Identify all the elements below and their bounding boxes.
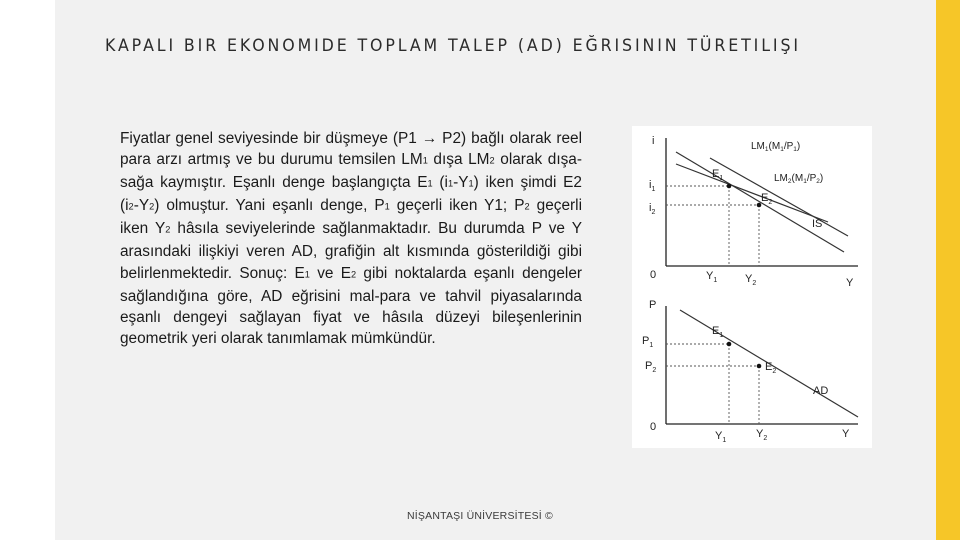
top-y-axis-end-label: Y <box>846 277 854 289</box>
subscript: 1 <box>427 178 433 189</box>
bottom-y-axis-end-label: Y <box>842 428 850 440</box>
e1b-main: E <box>712 325 720 337</box>
i1-main: i <box>649 179 652 191</box>
e1-point-bottom <box>727 342 732 347</box>
lm1-curve <box>676 164 828 222</box>
text-run: olarak dışa-sağa kaymıştır. Eşanlı denge başlangıçta E <box>120 151 582 192</box>
subscript: 1 <box>447 178 454 189</box>
e2b-sub: 2 <box>772 368 777 375</box>
text-run: -Y <box>133 197 150 215</box>
y2-main: Y <box>745 273 753 285</box>
lm2-sub: 2 <box>787 178 792 185</box>
p2-label <box>645 360 656 374</box>
lm1-paren-end: /P <box>783 141 794 152</box>
i2-main: i <box>649 202 652 214</box>
e1-point-top <box>727 184 732 189</box>
text-run: geçerli iken Y <box>120 197 582 238</box>
lm1-close: ) <box>796 141 801 152</box>
ad-label: AD <box>813 385 829 397</box>
footer-copyright: NİŞANTAŞI ÜNİVERSİTESİ © <box>407 510 553 522</box>
subscript: 1 <box>468 178 474 189</box>
text-run: Fiyatlar genel seviyesinde bir düşmeye (P1 <box>120 130 422 147</box>
top-i-axis-label: i <box>652 135 655 147</box>
e1-label-bottom <box>712 325 723 339</box>
e2-point-bottom <box>757 364 762 369</box>
bottom-p-axis-label: P <box>649 299 657 311</box>
p1-sub: 1 <box>649 342 654 349</box>
lm2-paren-end: /P <box>806 173 817 184</box>
e1-main: E <box>712 168 720 180</box>
y2-sub: 2 <box>752 280 757 287</box>
lm1-paren-sub: 1 <box>780 146 784 153</box>
subscript: 2 <box>128 201 134 212</box>
lm2-label <box>774 173 823 185</box>
bottom-origin-label: 0 <box>650 421 657 433</box>
subscript: 2 <box>489 155 495 166</box>
subscript: 2 <box>350 269 357 280</box>
subscript: 1 <box>304 269 310 280</box>
text-run: ) iken şimdi E2 (i <box>120 174 582 215</box>
y2-label-bottom <box>756 428 767 442</box>
y1b-main: Y <box>715 430 723 442</box>
e1-label-top <box>712 168 723 182</box>
e2-main: E <box>761 192 769 204</box>
left-margin-strip <box>0 0 55 540</box>
slide-title: KAPALI BIR EKONOMIDE TOPLAM TALEP (AD) EĞRISININ TÜRETILIŞI <box>105 36 801 56</box>
y2-label-top <box>745 273 756 287</box>
lm1-label <box>751 141 800 153</box>
text-run: (i <box>432 174 448 192</box>
y2b-main: Y <box>756 428 764 440</box>
subscript: 2 <box>149 201 155 212</box>
arrow-symbol: → <box>421 130 438 147</box>
y1-label-top <box>706 270 717 284</box>
lm1-main: LM <box>751 141 765 152</box>
lm2-curve <box>710 158 848 236</box>
subscript: 2 <box>165 224 171 235</box>
p2-main: P <box>645 360 653 372</box>
subscript: 1 <box>422 155 428 166</box>
y1-label-bottom <box>715 430 726 444</box>
e1-sub: 1 <box>719 175 724 182</box>
i1-label <box>649 179 655 193</box>
lm1-p-sub: 1 <box>793 146 797 153</box>
p2-sub: 2 <box>652 367 657 374</box>
y1-main: Y <box>706 270 714 282</box>
e2-label-bottom <box>765 361 776 375</box>
text-run: hâsıla seviyelerinde sağlanmaktadır. Bu durumda P ve Y arasındaki ilişkiyi veren AD, grafiğin alt kısmında gösterildiği gibi belirlenmektedir. Sonuç: E <box>120 220 583 282</box>
lm2-paren-sub: 1 <box>803 178 807 185</box>
is-curve <box>676 152 844 252</box>
is-label: IS <box>812 218 823 230</box>
text-run: geçerli iken Y1; P <box>389 197 525 215</box>
lm2-close: ) <box>819 173 824 184</box>
text-run: ) olmuştur. Yani eşanlı denge, P <box>154 197 385 215</box>
lm2-p-sub: 2 <box>816 178 820 185</box>
top-origin-label: 0 <box>650 269 657 281</box>
body-paragraph <box>120 128 582 350</box>
y1b-sub: 1 <box>722 437 727 444</box>
p1-label <box>642 335 653 349</box>
lm2-paren: (M <box>791 173 804 184</box>
e2-label-top <box>761 192 772 206</box>
i1-sub: 1 <box>651 186 656 193</box>
i2-label <box>649 202 655 216</box>
e1b-sub: 1 <box>719 332 724 339</box>
diagram-svg <box>632 126 872 448</box>
text-run: ve E <box>309 264 351 282</box>
e2b-main: E <box>765 361 773 373</box>
lm1-sub: 1 <box>764 146 769 153</box>
y1-sub: 1 <box>713 277 718 284</box>
lm1-paren: (M <box>768 141 781 152</box>
subscript: 1 <box>384 201 390 212</box>
accent-bar <box>936 0 960 540</box>
lm2-main: LM <box>774 173 788 184</box>
text-run: -Y <box>453 174 469 192</box>
text-run: P2) bağlı olarak reel para arzı artmış ve bu durumu temsilen LM <box>120 130 582 169</box>
y2b-sub: 2 <box>763 435 768 442</box>
i2-sub: 2 <box>651 209 656 216</box>
text-run: dışa LM <box>427 151 490 169</box>
is-lm-ad-diagram <box>632 126 872 448</box>
text-run: gibi noktalarda eşanlı dengeler sağlandığına göre, AD eğrisini mal-para ve tahvil piyasalarında eşanlı dengeyi sağlayan fiyat ve hâsıla düzeyi bileşenlerinin geometrik yeri olarak tanımlamak mümkündür. <box>120 264 582 348</box>
subscript: 2 <box>524 201 530 212</box>
p1-main: P <box>642 335 650 347</box>
e2-sub: 2 <box>768 199 773 206</box>
